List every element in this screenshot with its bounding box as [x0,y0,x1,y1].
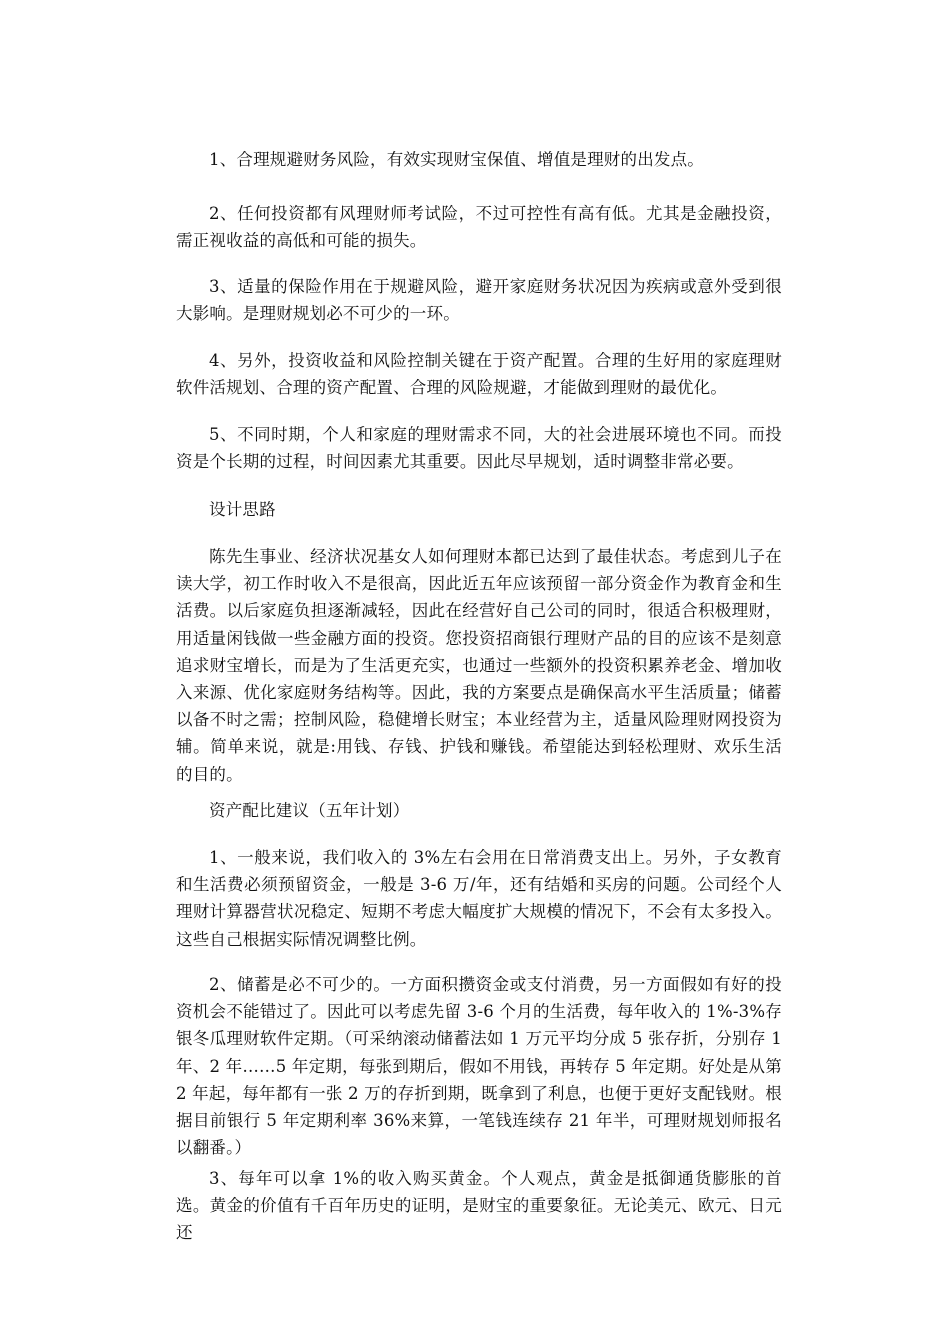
principle-paragraph-4: 4、另外，投资收益和风险控制关键在于资产配置。合理的生好用的家庭理财软件活规划、合理的资产配置、合理的风险规避，才能做到理财的最优化。 [176,351,782,398]
principle-paragraph-3: 3、适量的保险作用在于规避风险，避开家庭财务状况因为疾病或意外受到很大影响。是理财规划必不可少的一环。 [176,277,782,324]
allocation-paragraph-2: 2、储蓄是必不可少的。一方面积攒资金或支付消费，另一方面假如有好的投资机会不能错过了。因此可以考虑先留 3-6 个月的生活费，每年收入的 1%-3%存银冬瓜理财软件定期。（可采纳滚动储蓄法如 1 万元平均分成 5 张存折，分别存 1 年、2 年……5 年定期，每张到期后，假如不用钱，再转存 5 年定期。好处是从第 2 年起，每年都有一张 2 万的存折到期，既拿到了利息，也便于更好支配钱财。根据目前银行 5 年定期利率 36%来算，一笔钱连续存 21 年半，可理财规划师报名以翻番。） [176,975,782,1158]
allocation-heading: 资产配比建议（五年计划） [209,801,410,820]
principle-paragraph-5: 5、不同时期，个人和家庭的理财需求不同，大的社会进展环境也不同。而投资是个长期的过程，时间因素尤其重要。因此尽早规划，适时调整非常必要。 [176,425,782,472]
design-paragraph: 陈先生事业、经济状况基女人如何理财本都已达到了最佳状态。考虑到儿子在读大学，初工作时收入不是很高，因此近五年应该预留一部分资金作为教育金和生活费。以后家庭负担逐渐减轻，因此在经营好自己公司的同时，很适合积极理财，用适量闲钱做一些金融方面的投资。您投资招商银行理财产品的目的应该不是刻意追求财宝增长，而是为了生活更充实，也通过一些额外的投资积累养老金、增加收入来源、优化家庭财务结构等。因此，我的方案要点是确保高水平生活质量；储蓄以备不时之需；控制风险，稳健增长财宝；本业经营为主，适量风险理财网投资为辅。简单来说，就是:用钱、存钱、护钱和赚钱。希望能达到轻松理财、欢乐生活的目的。 [176,547,782,784]
principle-paragraph-1: 1、合理规避财务风险，有效实现财宝保值、增值是理财的出发点。 [209,150,704,169]
allocation-paragraph-3: 3、每年可以拿 1%的收入购买黄金。个人观点，黄金是抵御通货膨胀的首选。黄金的价值有千百年历史的证明，是财宝的重要象征。无论美元、欧元、日元还 [176,1169,782,1243]
design-heading: 设计思路 [209,500,276,519]
allocation-paragraph-1: 1、一般来说，我们收入的 3%左右会用在日常消费支出上。另外，子女教育和生活费必须预留资金，一般是 3-6 万/年，还有结婚和买房的问题。公司经个人理财计算器营状况稳定、短期不考虑大幅度扩大规模的情况下，不会有太多投入。这些自己根据实际情况调整比例。 [176,848,782,949]
principle-paragraph-2: 2、任何投资都有风理财师考试险，不过可控性有高有低。尤其是金融投资，需正视收益的高低和可能的损失。 [176,204,782,251]
